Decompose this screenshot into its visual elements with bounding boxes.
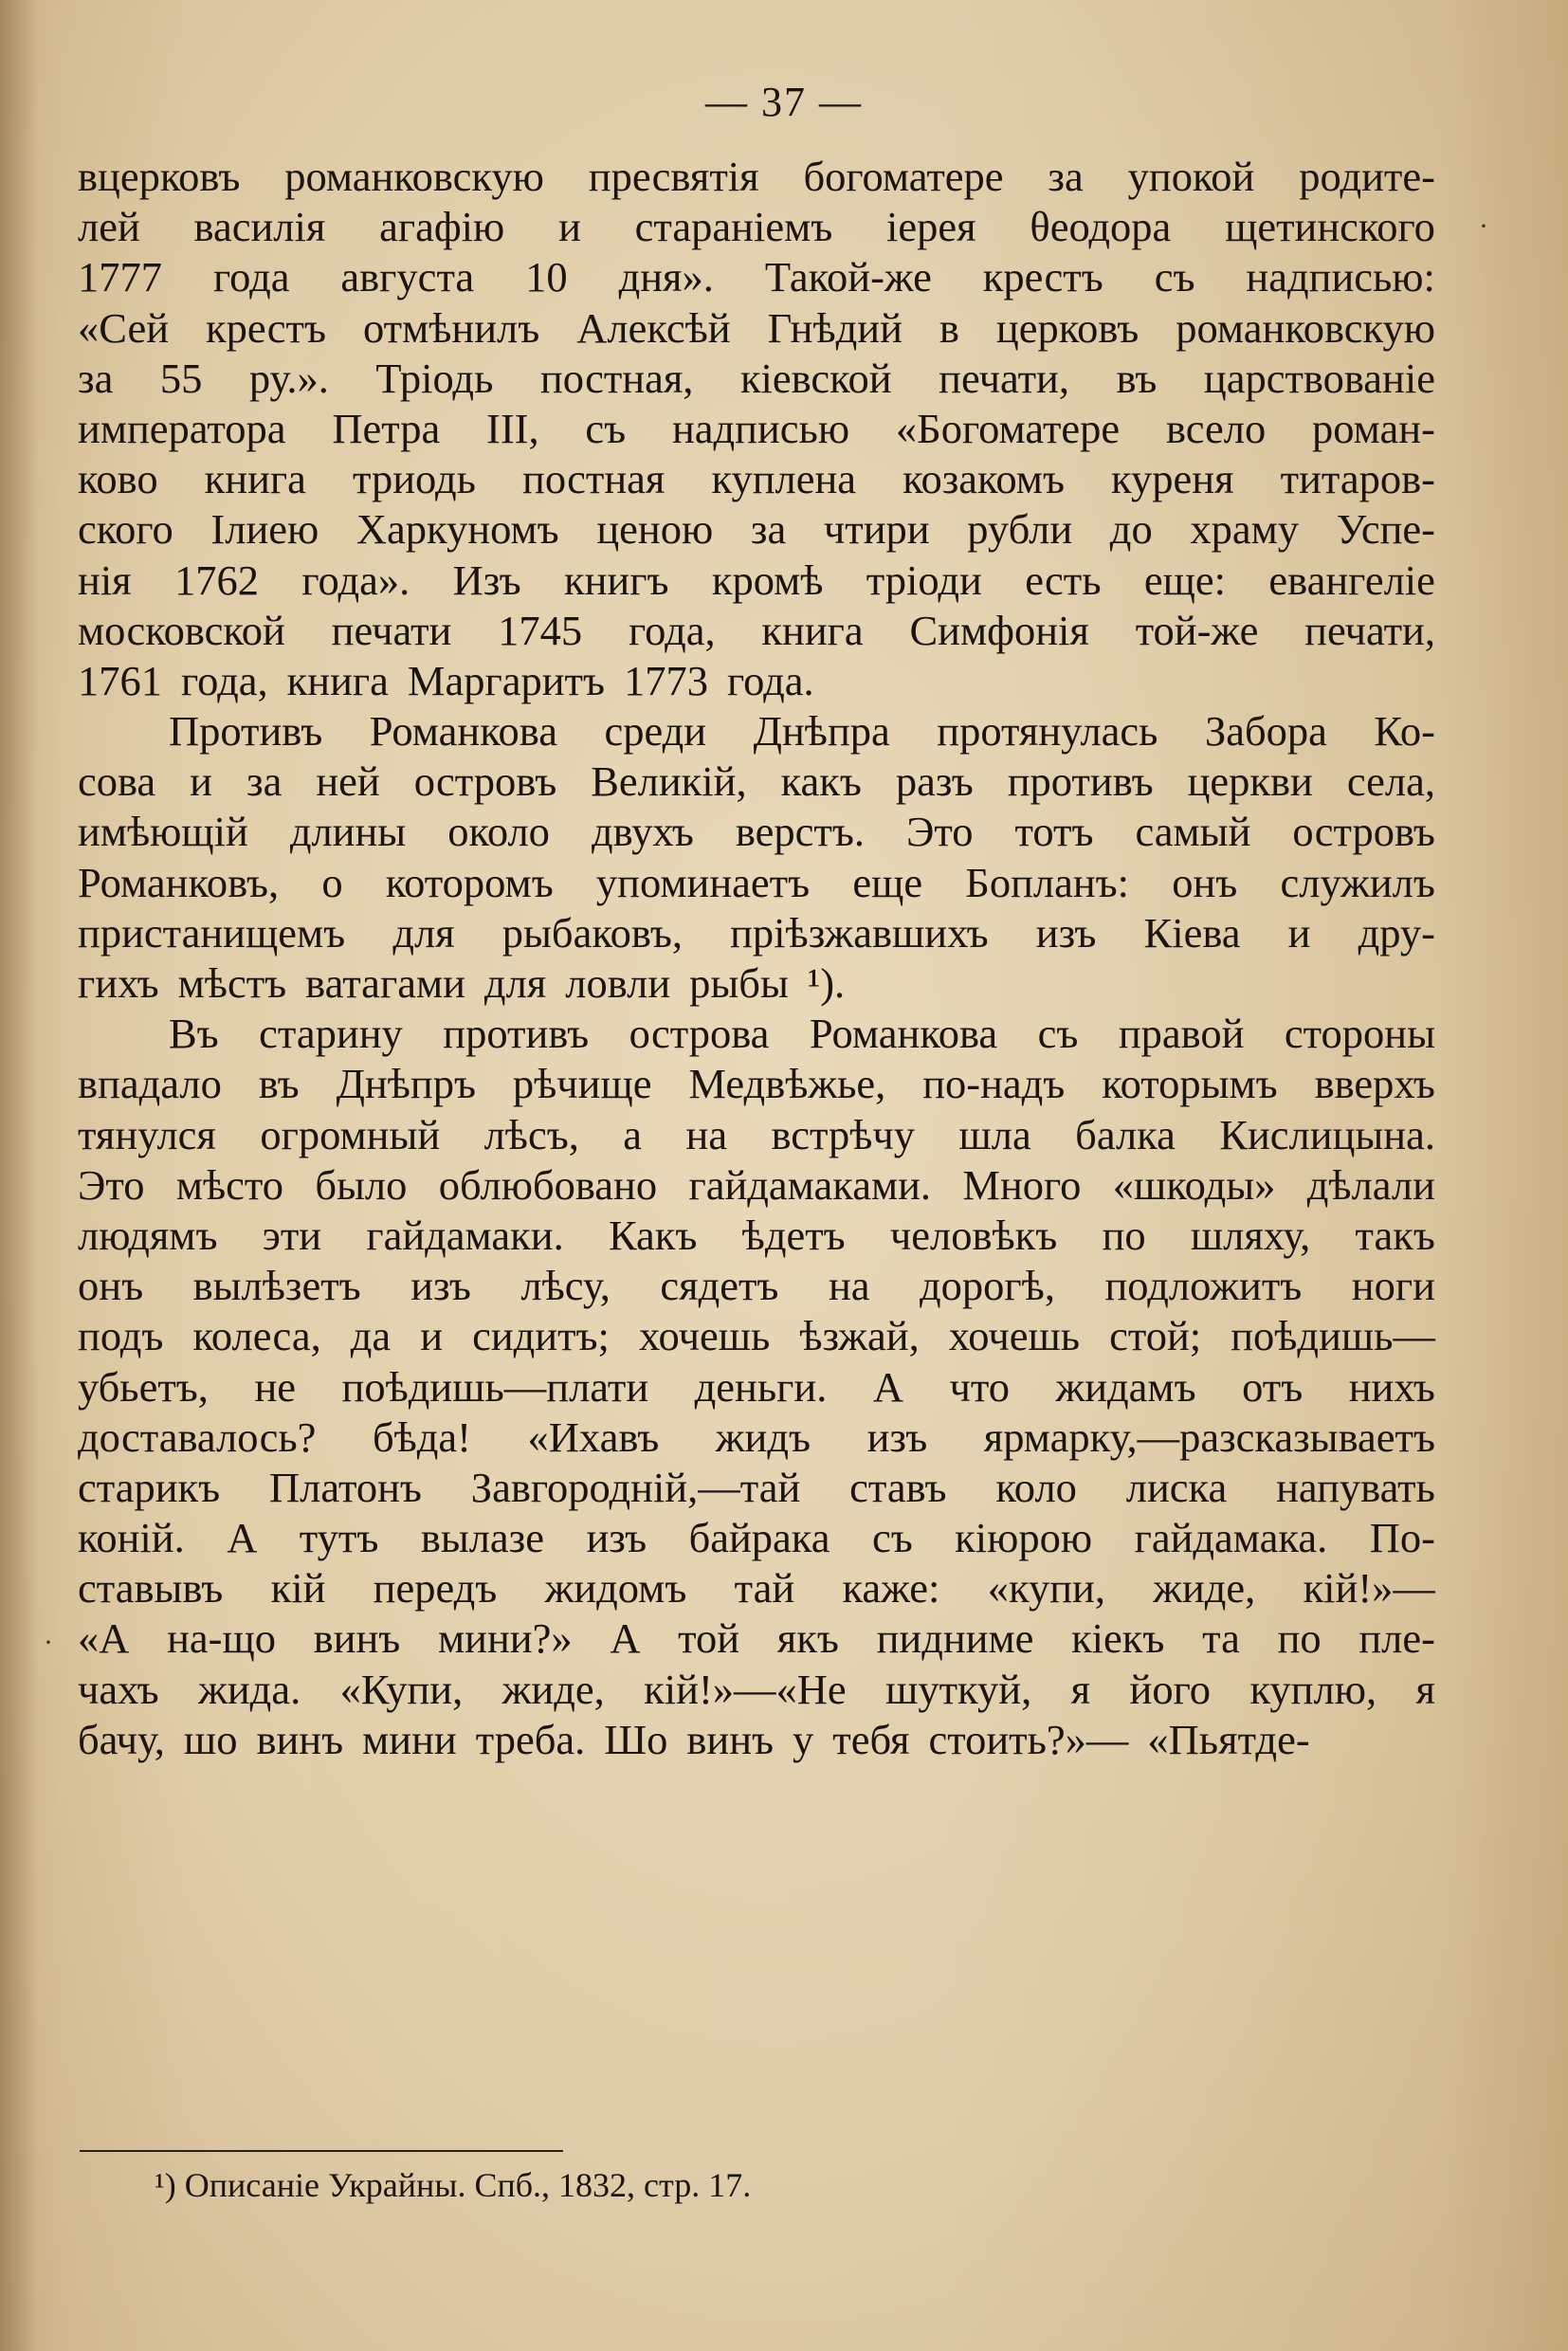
text-line: чахъ жида. «Купи, жиде, кій!»—«Не шуткуй, я його куплю, я (78, 1665, 1435, 1713)
text-line: за 55 ру.». Тріодь постная, кіевской печати, въ царствованіе (78, 354, 1435, 402)
text-line: имѣющій длины около двухъ верстъ. Это тотъ самый островъ (78, 808, 1435, 856)
text-line: ково книга триодь постная куплена козакомъ куреня титаров- (78, 455, 1435, 503)
text-line: вцерковъ романковскую пресвятія богоматере за упокой родите- (78, 153, 1435, 200)
text-line: московской печати 1745 года, книга Симфонія той-же печати, (78, 606, 1435, 654)
text-line: бачу, шо винъ мини треба. Шо винъ у тебя стоить?»— «Пьятде- (78, 1715, 1310, 1763)
text-line: «Сей крестъ отмѣнилъ Алексѣй Гнѣдий в церковъ романковскую (78, 303, 1435, 352)
paragraph (78, 152, 1435, 706)
text-line: Противъ Романкова среди Днѣпра протянулась Забора Ко- (169, 707, 1435, 756)
footnote: ¹) Описаніе Украйны. Спб., 1832, стр. 17. (155, 2166, 752, 2204)
text-line: подъ колеса, да и сидитъ; хочешь ѣзжай, хочешь стой; поѣдишь— (78, 1312, 1435, 1360)
margin-dot: · (44, 1627, 53, 1658)
text-line: лей василія агафію и стараніемъ іерея θеодора щетинского (78, 203, 1435, 251)
text-line: 1777 года августа 10 дня». Такой-же крестъ съ надписью: (78, 253, 1435, 301)
paragraph (78, 1009, 1435, 1765)
text-line: коній. А тутъ вылазе изъ байрака съ кіюрою гайдамака. По- (78, 1514, 1435, 1562)
text-line: сова и за ней островъ Великій, какъ разъ противъ церкви села, (78, 757, 1435, 806)
text-line: тянулся огромный лѣсъ, а на встрѣчу шла балка Кислицына. (78, 1110, 1435, 1158)
text-line: ского Ілиею Харкуномъ ценою за чтири рубли до храму Успе- (78, 505, 1435, 554)
text-line: ставывъ кій передъ жидомъ тай каже: «купи, жиде, кій!»— (78, 1564, 1435, 1613)
text-line: впадало въ Днѣпръ рѣчище Медвѣжье, по-надъ которымъ вверхъ (78, 1060, 1435, 1108)
text-line: старикъ Платонъ Завгородній,—тай ставъ коло лиска напувать (78, 1463, 1435, 1511)
text-line: онъ вылѣзетъ изъ лѣсу, сядетъ на дорогѣ, подложитъ ноги (78, 1262, 1435, 1310)
page-number: — 37 — (705, 79, 863, 125)
text-line: нія 1762 года». Изъ книгъ кромѣ тріоди есть еще: евангеліе (78, 556, 1435, 604)
text-line: Это мѣсто было облюбовано гайдамаками. Много «шкоды» дѣлали (78, 1160, 1435, 1209)
text-line: императора Петра III, съ надписью «Богоматере всело роман- (78, 404, 1435, 452)
text-line: доставалось? бѣда! «Ихавъ жидъ изъ ярмарку,—разсказываетъ (78, 1412, 1435, 1461)
text-line: «А на-що винъ мини?» А той якъ пидниме кіекъ та по пле- (78, 1614, 1435, 1663)
text-line: людямъ эти гайдамаки. Какъ ѣдетъ человѣкъ по шляху, такъ (78, 1211, 1435, 1259)
text-line: 1761 года, книга Маргаритъ 1773 года. (78, 656, 814, 704)
text-line: гихъ мѣстъ ватагами для ловли рыбы ¹). (78, 959, 846, 1007)
margin-dot: · (1479, 210, 1488, 242)
binding-shadow (0, 0, 38, 2351)
text-line: пристанищемъ для рыбаковъ, пріѣзжавшихъ изъ Кіева и дру- (78, 908, 1435, 957)
text-line: убьетъ, не поѣдишь—плати деньги. А что жидамъ отъ нихъ (78, 1362, 1435, 1411)
footnote-divider (80, 2150, 563, 2152)
body-text (78, 152, 1435, 1765)
paragraph (78, 706, 1435, 1009)
text-line: Въ старину противъ острова Романкова съ правой стороны (169, 1010, 1435, 1058)
text-line: Романковъ, о которомъ упоминаетъ еще Бопланъ: онъ служилъ (78, 858, 1435, 906)
